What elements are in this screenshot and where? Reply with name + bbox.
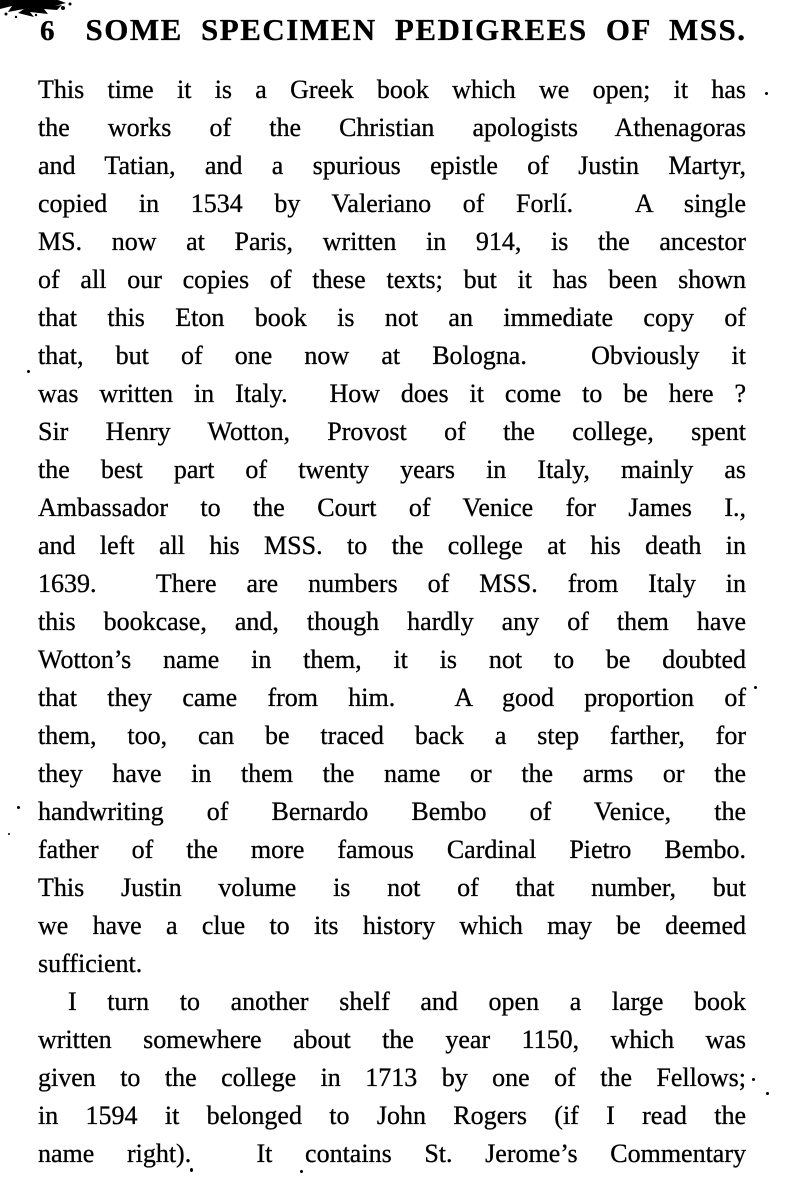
text-line: MS. now at Paris, written in 914, is the ancestor bbox=[38, 227, 746, 256]
text-line: that this Eton book is not an immediate copy of bbox=[38, 303, 746, 332]
text-line: written somewhere about the year 1150, which was bbox=[38, 1025, 746, 1054]
page-body bbox=[38, 71, 746, 1173]
text-line: we have a clue to its history which may be deemed bbox=[38, 911, 746, 940]
text-line: this bookcase, and, though hardly any of them have bbox=[38, 607, 746, 636]
scan-speck bbox=[765, 92, 768, 95]
scan-speck bbox=[27, 370, 30, 373]
text-line: Sir Henry Wotton, Provost of the college, spent bbox=[38, 417, 746, 446]
text-line: name right). It contains St. Jerome’s Commentary bbox=[38, 1139, 746, 1168]
text-line: Ambassador to the Court of Venice for James I., bbox=[38, 493, 746, 522]
text-line: This Justin volume is not of that number, but bbox=[38, 873, 746, 902]
text-line: they have in them the name or the arms or the bbox=[38, 759, 746, 788]
page-number: 6 bbox=[40, 15, 56, 47]
text-line: that, but of one now at Bologna. Obviously it bbox=[38, 341, 746, 370]
page-header bbox=[40, 12, 750, 48]
text-line: them, too, can be traced back a step farther, for bbox=[38, 721, 746, 750]
text-line: handwriting of Bernardo Bembo of Venice, the bbox=[38, 797, 746, 826]
scan-speck bbox=[766, 1092, 769, 1095]
text-line: copied in 1534 by Valeriano of Forlí. A single bbox=[38, 189, 746, 218]
text-line: 1639. There are numbers of MSS. from Italy in bbox=[38, 569, 746, 598]
text-line: of all our copies of these texts; but it has been shown bbox=[38, 265, 746, 294]
scan-speck bbox=[300, 1170, 303, 1173]
text-line: father of the more famous Cardinal Pietro Bembo. bbox=[38, 835, 746, 864]
text-line: given to the college in 1713 by one of the Fellows; bbox=[38, 1063, 746, 1092]
text-line: Wotton’s name in them, it is not to be doubted bbox=[38, 645, 746, 674]
running-title: SOME SPECIMEN PEDIGREES OF MSS. bbox=[85, 12, 747, 47]
text-line: the works of the Christian apologists Athenagoras bbox=[38, 113, 746, 142]
text-line: that they came from him. A good proportion of bbox=[38, 683, 746, 712]
text-line: in 1594 it belonged to John Rogers (if I read the bbox=[38, 1101, 746, 1130]
text-line: sufficient. bbox=[38, 949, 143, 978]
text-line: the best part of twenty years in Italy, mainly as bbox=[38, 455, 746, 484]
text-line: This time it is a Greek book which we open; it has bbox=[38, 75, 746, 104]
scan-speck bbox=[8, 833, 10, 835]
scan-speck bbox=[190, 1168, 193, 1172]
text-line-paragraph-start: I turn to another shelf and open a large book bbox=[68, 987, 746, 1016]
scan-speck bbox=[752, 1078, 755, 1081]
scan-speck bbox=[754, 686, 757, 689]
text-line: and left all his MSS. to the college at his death in bbox=[38, 531, 746, 560]
text-line: was written in Italy. How does it come to be here ? bbox=[38, 379, 746, 408]
text-line: and Tatian, and a spurious epistle of Justin Martyr, bbox=[38, 151, 746, 180]
scan-speck bbox=[17, 806, 20, 809]
